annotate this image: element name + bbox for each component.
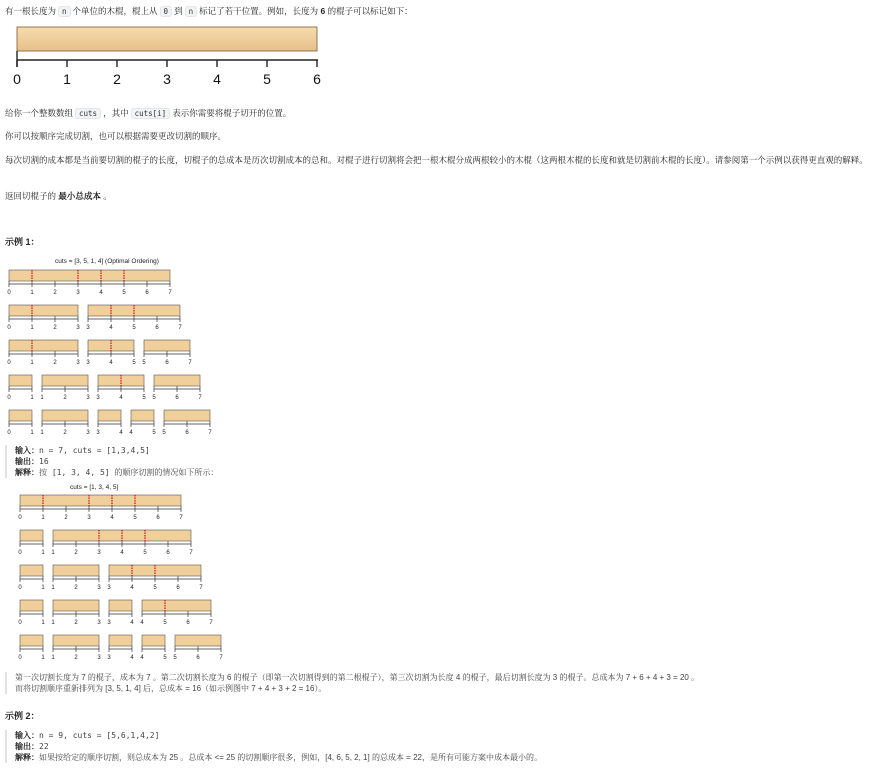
tick-label: 7 (188, 360, 192, 366)
example2-input-row: 输入：n = 9, cuts = [5,6,1,4,2] (15, 731, 160, 740)
tick-label: 7 (219, 655, 223, 661)
tick-label: 5 (142, 360, 146, 366)
tick-label: 5 (132, 325, 136, 331)
tick-label: 3 (76, 360, 80, 366)
example1-explain2: 第一次切割长度为 7 的棍子，成本为 7 。第二次切割长度为 6 的棍子（即第一次切割得到的第二根棍子），第三次切割为长度 4 的棍子，最后切割长度为 3 的棍子。总成本为 7 + 6 + 4 + 3 = 20 。 (15, 673, 700, 682)
tick-label: 3 (86, 395, 90, 401)
tick-label: 5 (173, 655, 177, 661)
stick-segment (40, 375, 90, 401)
tick-label: 7 (199, 585, 203, 591)
example1-heading: 示例 1： (5, 237, 40, 247)
example1-explain-block (5, 672, 875, 694)
tick-label: 1 (30, 360, 34, 366)
stick-segment (7, 270, 172, 296)
tick-label: 4 (99, 290, 103, 296)
stick-segment (129, 410, 156, 436)
stick-segment (51, 635, 101, 661)
tick-label: 5 (162, 430, 166, 436)
tick-label: 5 (142, 395, 146, 401)
stick-segment (96, 410, 123, 436)
tick-label: 0 (7, 430, 11, 436)
tick-label: 1 (30, 430, 34, 436)
tick-label: 0 (18, 585, 22, 591)
tick-label: 4 (130, 655, 134, 661)
example1-explain-row: 解释：按 [1, 3, 4, 5] 的顺序切割的情况如下所示： (15, 468, 219, 477)
stick-segment (140, 600, 213, 626)
tick-label: 7 (189, 550, 193, 556)
stick-segment (18, 530, 45, 556)
tick-label: 6 (155, 325, 159, 331)
tick-label: 3 (86, 360, 90, 366)
tick-label: 1 (41, 655, 45, 661)
tick-label: 5 (163, 620, 167, 626)
stick-segment (7, 340, 80, 366)
ruler-tick-label: 2 (113, 71, 121, 87)
stick-segment (152, 375, 202, 401)
tick-label: 1 (51, 620, 55, 626)
example1-explain3: 而将切割顺序重新排列为 [3, 5, 1, 4] 后，总成本 = 16（如示例图中 7 + 4 + 3 + 2 = 16）。 (15, 684, 327, 693)
tick-label: 1 (41, 515, 45, 521)
tick-label: 6 (145, 290, 149, 296)
tick-label: 3 (107, 655, 111, 661)
tick-label: 4 (119, 430, 123, 436)
tick-label: 2 (53, 360, 57, 366)
ruler-figure (0, 0, 340, 95)
stick-segment (40, 410, 90, 436)
tick-label: 4 (120, 550, 124, 556)
stick-segment (96, 375, 146, 401)
tick-label: 1 (51, 550, 55, 556)
tick-label: 1 (51, 655, 55, 661)
example1-input-row: 输入：n = 7, cuts = [1,3,4,5] (15, 446, 150, 455)
tick-label: 7 (179, 515, 183, 521)
stick-segment (173, 635, 223, 661)
tick-label: 0 (18, 550, 22, 556)
tick-label: 1 (51, 585, 55, 591)
tick-label: 4 (129, 430, 133, 436)
ruler-tick-label: 5 (263, 71, 271, 87)
tick-label: 7 (168, 290, 172, 296)
tick-label: 2 (63, 395, 67, 401)
tick-label: 3 (86, 325, 90, 331)
tick-label: 1 (40, 395, 44, 401)
tick-label: 4 (119, 395, 123, 401)
stick-segment (162, 410, 212, 436)
example1-output-row: 输出：16 (15, 457, 49, 466)
tick-label: 4 (130, 585, 134, 591)
tick-label: 5 (132, 360, 136, 366)
tick-label: 3 (96, 395, 100, 401)
stick-segment (51, 600, 101, 626)
tick-label: 3 (96, 430, 100, 436)
stick-segment (51, 565, 101, 591)
tick-label: 5 (152, 430, 156, 436)
diagram-a-title: cuts = [3, 5, 1, 4] (Optimal Ordering) (55, 258, 159, 265)
example2-heading: 示例 2： (5, 711, 40, 721)
tick-label: 4 (109, 360, 113, 366)
tick-label: 7 (209, 620, 213, 626)
tick-label: 6 (185, 430, 189, 436)
example1-block (5, 445, 875, 478)
tick-label: 3 (97, 585, 101, 591)
tick-label: 4 (140, 655, 144, 661)
example1-diagram-optimal (0, 253, 260, 443)
tick-label: 6 (196, 655, 200, 661)
tick-label: 4 (109, 325, 113, 331)
tick-label: 3 (107, 585, 111, 591)
tick-label: 1 (30, 395, 34, 401)
tick-label: 0 (18, 655, 22, 661)
tick-label: 2 (64, 515, 68, 521)
ruler-tick-label: 3 (163, 71, 171, 87)
tick-label: 7 (208, 430, 212, 436)
example2-output-row: 输出：22 (15, 742, 49, 751)
stick-segment (107, 600, 134, 626)
stick-segment (107, 565, 203, 591)
example2-block (5, 730, 875, 763)
tick-label: 6 (175, 395, 179, 401)
stick-segment (7, 375, 34, 401)
stick-segment (7, 305, 80, 331)
tick-label: 3 (76, 290, 80, 296)
return-paragraph: 返回切棍子的 最小总成本 。 (5, 191, 112, 201)
tick-label: 5 (122, 290, 126, 296)
tick-label: 2 (74, 585, 78, 591)
stick-segment (7, 410, 34, 436)
tick-label: 2 (63, 430, 67, 436)
tick-label: 5 (153, 585, 157, 591)
tick-label: 1 (41, 585, 45, 591)
tick-label: 2 (74, 620, 78, 626)
example2-explain-row: 解释：如果按给定的顺序切割，则总成本为 25 。总成本 <= 25 的切割顺序很多，例如，[4, 6, 5, 2, 1] 的总成本 = 22，是所有可能方案中成本最小的。 (15, 753, 542, 762)
tick-label: 2 (53, 325, 57, 331)
tick-label: 4 (130, 620, 134, 626)
order-paragraph: 你可以按顺序完成切割，也可以根据需要更改切割的顺序。 (5, 131, 227, 141)
tick-label: 1 (40, 430, 44, 436)
example1-diagram-given (0, 480, 260, 670)
ruler-tick-label: 0 (13, 71, 21, 87)
tick-label: 1 (41, 620, 45, 626)
tick-label: 3 (86, 430, 90, 436)
tick-label: 5 (133, 515, 137, 521)
tick-label: 0 (7, 290, 11, 296)
tick-label: 2 (53, 290, 57, 296)
tick-label: 7 (198, 395, 202, 401)
tick-label: 5 (152, 395, 156, 401)
tick-label: 0 (18, 620, 22, 626)
tick-label: 5 (163, 655, 167, 661)
tick-label: 3 (76, 325, 80, 331)
tick-label: 6 (176, 585, 180, 591)
tick-label: 0 (18, 515, 22, 521)
stick-segment (18, 600, 45, 626)
stick-segment (18, 635, 45, 661)
tick-label: 1 (30, 325, 34, 331)
stick-segment (86, 305, 182, 331)
diagram-b-title: cuts = [1, 3, 4, 5] (70, 484, 119, 491)
tick-label: 3 (97, 550, 101, 556)
stick-segment (18, 495, 183, 521)
cost-paragraph: 每次切割的成本都是当前要切割的棍子的长度，切棍子的总成本是历次切割成本的总和。对棍子进行切割将会把一根木棍分成两根较小的木棍（这两根木棍的长度和就是切割前木棍的长度）。请参阅第一个示例以获得更直观的解释。 (5, 155, 868, 165)
stick-segment (51, 530, 193, 556)
ruler-tick-label: 4 (213, 71, 221, 87)
tick-label: 3 (107, 620, 111, 626)
ruler-tick-label: 6 (313, 71, 321, 87)
stick-segment (107, 635, 134, 661)
tick-label: 7 (178, 325, 182, 331)
tick-label: 3 (97, 620, 101, 626)
ruler-tick-label: 1 (63, 71, 71, 87)
tick-label: 4 (110, 515, 114, 521)
stick-segment (142, 340, 192, 366)
ruler-stick (17, 27, 317, 51)
tick-label: 0 (7, 360, 11, 366)
tick-label: 5 (143, 550, 147, 556)
tick-label: 3 (97, 655, 101, 661)
cuts-paragraph: 给你一个整数数组 cuts ，其中 cuts[i] 表示你需要将棍子切开的位置。 (5, 108, 292, 118)
tick-label: 2 (74, 550, 78, 556)
stick-segment (18, 565, 45, 591)
tick-label: 6 (165, 360, 169, 366)
tick-label: 6 (186, 620, 190, 626)
stick-segment (140, 635, 167, 661)
tick-label: 0 (7, 325, 11, 331)
tick-label: 3 (87, 515, 91, 521)
tick-label: 6 (156, 515, 160, 521)
tick-label: 1 (30, 290, 34, 296)
tick-label: 4 (140, 620, 144, 626)
tick-label: 1 (41, 550, 45, 556)
tick-label: 6 (166, 550, 170, 556)
intro-paragraph: 有一根长度为 n 个单位的木棍，棍上从 0 到 n 标记了若干位置。例如，长度为 6 的棍子可以标记如下： (5, 6, 413, 16)
tick-label: 2 (74, 655, 78, 661)
tick-label: 0 (7, 395, 11, 401)
stick-segment (86, 340, 136, 366)
